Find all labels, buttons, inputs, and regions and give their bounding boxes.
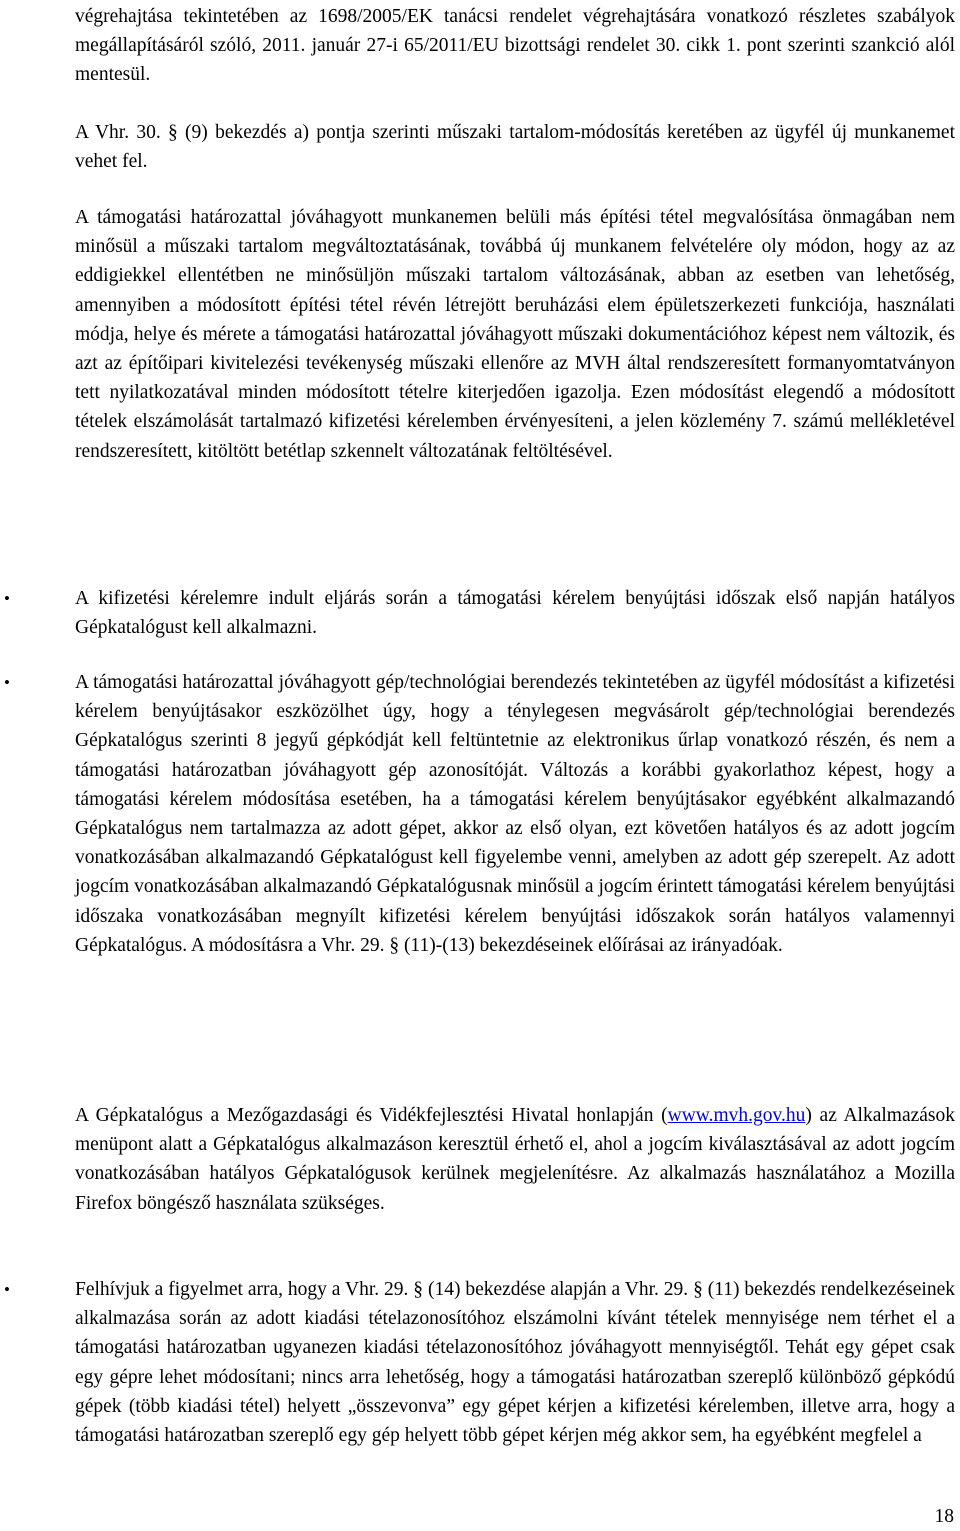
paragraph-building-item-modification: A támogatási határozattal jóváhagyott munkanemen belüli más építési tétel megvalósítása önmagában nem minősül a műszaki tartalom megváltoztatásának, továbbá új munkanem felvételére oly módon, hogy az az eddigiekkel ellentétben ne minősüljön műszaki tartalom változásának, abban az esetben van lehetőség, amennyiben a módosított építési tétel révén létrejött beruházási elem épületszerkezeti funkciója, használati módja, helye és mérete a támogatási határozattal jóváhagyott műszaki dokumentációhoz képest nem változik, és azt az építőipari kivitelezési tevékenység műszaki ellenőre az MVH által rendszeresített formanyomtatványon tett nyilatkozatával minden módosított tételre kiterjedően igazolja. Ezen módosítást elegendő a módosított tételek elszámolását tartalmazó kifizetési kérelemben érvényesíteni, a jelen közlemény 7. számú mellékletével rendszeresített, kitöltött betétlap szkennelt változatának feltöltésével. [75, 207, 955, 462]
text-segment: ) az Alkalmazások menüpont alatt a Gépkatalógus alkalmazáson keresztül érhető el, ahol a jogcím kiválasztásával az adott jogcím vonatkozásában hatályos Gépkatalógusok kerülnek megjelenítésre. Az alkalmazás használatához a Mozilla Firefox böngésző használata szükséges. [75, 1105, 955, 1214]
bullet-icon: • [4, 1280, 10, 1299]
paragraph-sanction-exemption: végrehajtása tekintetében az 1698/2005/EK tanácsi rendelet végrehajtására vonatkozó részletes szabályok megállapításáról szóló, 2011. január 27-i 65/2011/EU bizottsági rendelet 30. cikk 1. pont szerinti szankció alól mentesül. [75, 6, 955, 86]
page-number: 18 [934, 1506, 954, 1527]
paragraph-machine-modification: A támogatási határozattal jóváhagyott gép/technológiai berendezés tekintetében az ügyfél módosítást a kifizetési kérelem benyújtásakor eszközölhet úgy, hogy a ténylegesen megvásárolt gép/technológiai berendezés Gépkatalógus szerinti 8 jegyű gépkódját kell feltüntetnie az elektronikus űrlap vonatkozó részén, és nem a támogatási határozatban jóváhagyott gép azonosítóját. Változás a korábbi gyakorlathoz képest, hogy a támogatási kérelem módosítása esetében, ha a támogatási kérelem benyújtásakor egyébként alkalmazandó Gépkatalógus nem tartalmazza az adott gépet, akkor az első olyan, ezt követően hatályos és az adott jogcím vonatkozásában alkalmazandó Gépkatalógust kell figyelembe venni, amelyben az adott gép szerepelt. Az adott jogcím vonatkozásában alkalmazandó Gépkatalógusnak minősül a jogcím érintett támogatási kérelem benyújtási időszaka vonatkozásában megnyílt kifizetési kérelem benyújtási időszakok során hatályos valamennyi Gépkatalógus. A módosításra a Vhr. 29. § (11)-(13) bekezdéseinek előírásai az irányadóak. [75, 672, 955, 956]
paragraph-machine-catalog-applicable: A kifizetési kérelemre indult eljárás során a támogatási kérelem benyújtási időszak első napján hatályos Gépkatalógust kell alkalmazni. [75, 588, 955, 639]
paragraph-new-work-type: A Vhr. 30. § (9) bekezdés a) pontja szerinti műszaki tartalom-módosítás keretében az ügyfél új munkanemet vehet fel. [75, 122, 955, 173]
paragraph-machine-catalog-website [75, 1101, 955, 1218]
bullet-icon: • [4, 589, 10, 608]
mvh-website-link[interactable]: www.mvh.gov.hu [667, 1105, 806, 1126]
text-segment: A Gépkatalógus a Mezőgazdasági és Vidékfejlesztési Hivatal honlapján ( [75, 1105, 668, 1126]
bullet-icon: • [4, 673, 10, 692]
paragraph-quantity-notice: Felhívjuk a figyelmet arra, hogy a Vhr. 29. § (14) bekezdése alapján a Vhr. 29. § (11) bekezdés rendelkezéseinek alkalmazása során az adott kiadási tételazonosítóhoz elszámolni kívánt tételek mennyisége nem térhet el a támogatási határozatban ugyanezen kiadási tételazonosítóhoz jóváhagyott mennyiségtől. Tehát egy gépet csak egy gépre lehet módosítani; nincs arra lehetőség, hogy a támogatási határozatban szereplő különböző gépkódú gépek (több kiadási tétel) helyett „összevonva” egy gépet kérjen a kifizetési kérelemben, illetve arra, hogy a támogatási határozatban szereplő egy gép helyett több gépet kérjen még akkor sem, ha egyébként megfelel a [75, 1279, 955, 1447]
